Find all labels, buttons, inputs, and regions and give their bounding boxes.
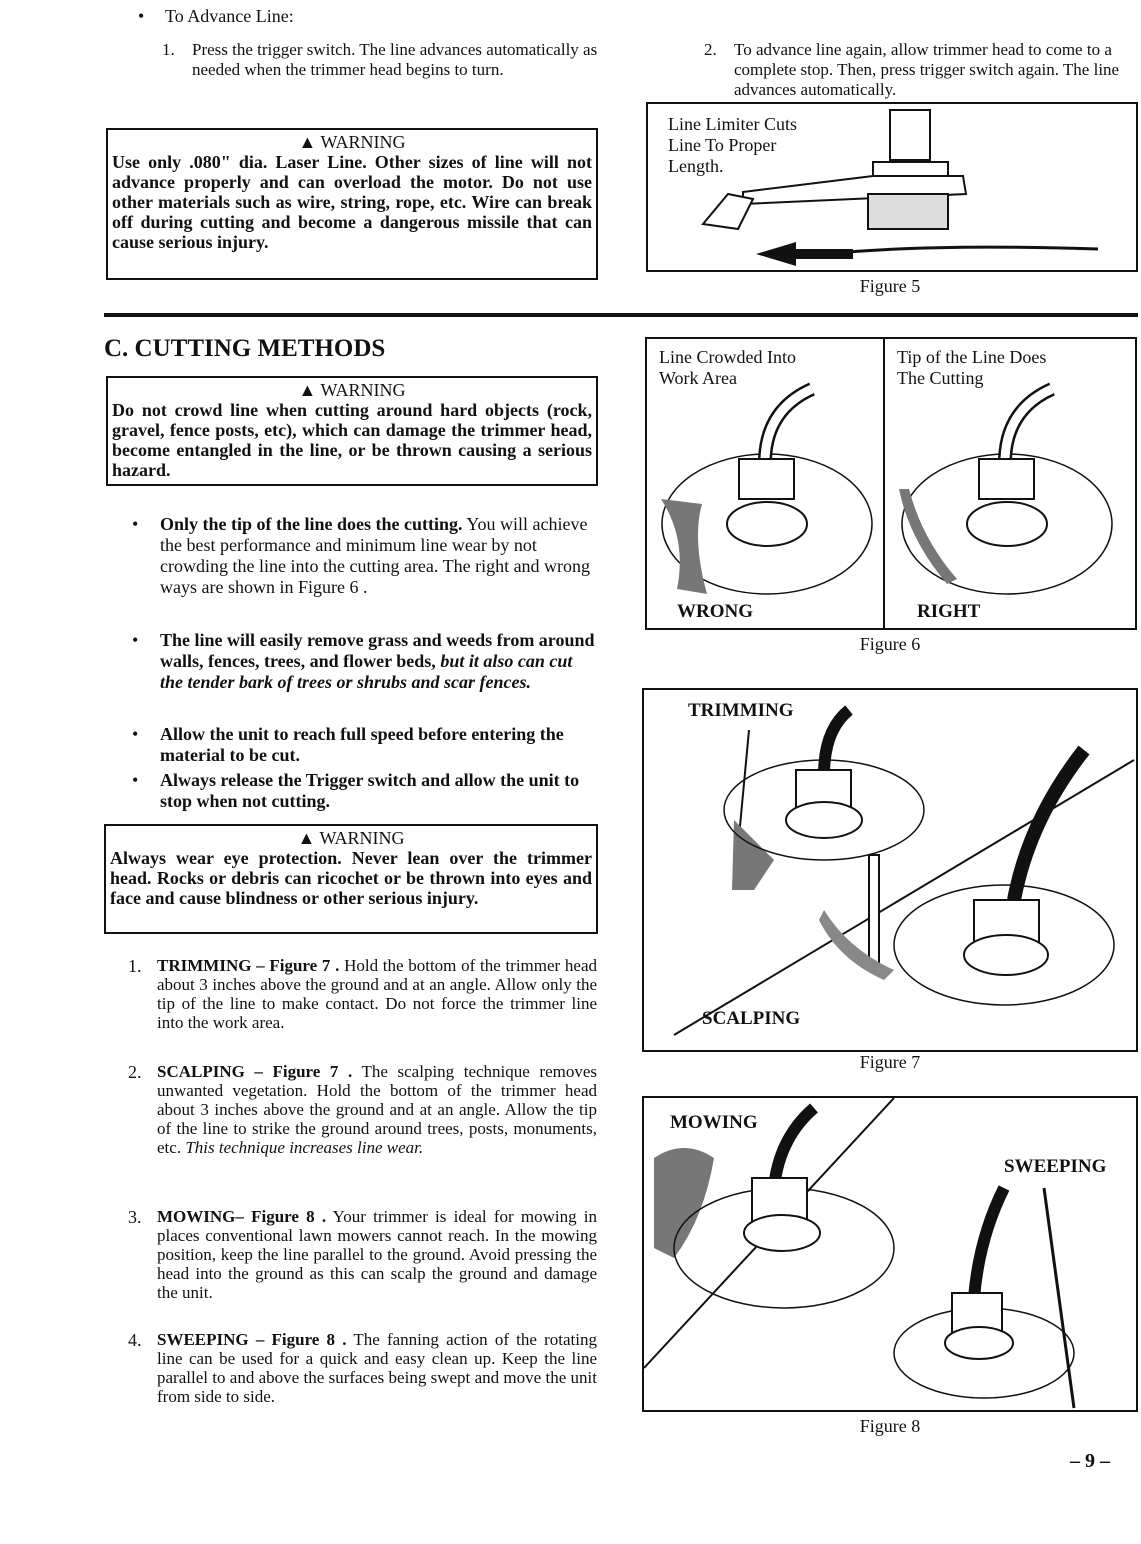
method-bold: MOWING– Figure 8 .: [157, 1207, 327, 1226]
figure-8-illustration: [644, 1098, 1140, 1414]
advance-step1-text: Press the trigger switch. The line advances automatically as needed when the trimmer head begins to turn.: [192, 40, 598, 79]
figure-7-caption: Figure 7: [859, 1052, 921, 1072]
method-italic: This technique increases line wear.: [181, 1138, 424, 1157]
warning-box-line: [106, 128, 598, 280]
advance-step2-text: To advance line again, allow trimmer head to come to a complete stop. Then, press trigger switch again. The line advances automatically.: [734, 40, 1120, 99]
figure-7-trimming: TRIMMING: [688, 700, 794, 721]
bullet-tip-cutting: [160, 514, 598, 598]
trimmer-head-illustration: [648, 104, 1140, 274]
method-bold: SWEEPING – Figure 8 .: [157, 1330, 347, 1349]
advance-bullet: •: [138, 6, 145, 26]
advance-step2-num: 2.: [704, 40, 717, 59]
figure-6: [645, 337, 1137, 630]
bullet-release-trigger: Always release the Trigger switch and allow the unit to stop when not cutting.: [160, 770, 580, 811]
figure-8-mowing: MOWING: [670, 1112, 758, 1133]
method-scalping: [157, 1062, 597, 1157]
bullet-italic: but it also can cut the tender bark of trees or shrubs and scar fences.: [160, 651, 573, 692]
figure-8: [642, 1096, 1138, 1412]
page-number: – 9 –: [1070, 1450, 1110, 1472]
warning-text: Use only .080" dia. Laser Line. Other sizes of line will not advance properly and can overload the motor. Do not use other materials such as wire, string, rope, etc. Wire can break off during cutting and become a dangerous missile that can cause serious injury.: [112, 152, 592, 252]
figure-6-illustration: [647, 339, 1139, 632]
figure-8-caption: Figure 8: [859, 1416, 921, 1436]
method-rest: Your trimmer is ideal for mowing in places conventional lawn mowers cannot reach. In the mowing position, keep the line parallel to the ground. Avoid pressing the head into the ground as this can scalp the ground and damage the unit.: [157, 1207, 598, 1302]
warning-title: ▲ WARNING: [297, 828, 405, 848]
method-number: 3.: [128, 1207, 142, 1227]
method-trimming: [157, 956, 597, 1032]
warning-text: Do not crowd line when cutting around hard objects (rock, gravel, fence posts, etc), which can damage the trimmer head, become entangled in the line, or be thrown causing a serious hazard.: [112, 400, 592, 480]
bullet-marker: •: [132, 514, 139, 534]
bullet-marker: •: [132, 630, 139, 650]
method-rest: Hold the bottom of the trimmer head about 3 inches above the ground and at an angle. Allow only the tip of the line to make contact. Do not force the trimmer line into the work area.: [157, 956, 597, 1032]
bullet-remove-grass: [160, 630, 598, 693]
figure-7-illustration: [644, 690, 1140, 1054]
figure-5-caption: Figure 5: [859, 276, 921, 296]
method-rest: The fanning action of the rotating line can be used for a quick and easy clean up. Keep the line parallel to and above the surfaces being swept and move the unit from side to side.: [157, 1330, 597, 1406]
figure-5-label: Line Limiter Cuts Line To Proper Length.: [668, 114, 797, 176]
advance-step1-num: 1.: [162, 40, 175, 59]
bullet-full-speed: Allow the unit to reach full speed before entering the material to be cut.: [160, 724, 564, 765]
method-mowing: [157, 1207, 597, 1302]
figure-7: [642, 688, 1138, 1052]
bullet-rest: You will achieve the best performance and minimum line wear by not crowding the line into the cutting area. The right and wrong ways are shown in Figure 6 .: [160, 514, 591, 597]
method-number: 1.: [128, 956, 142, 976]
figure-8-sweeping: SWEEPING: [1004, 1156, 1107, 1177]
warning-box-crowd: [106, 376, 598, 486]
figure-6-left-label: Line Crowded Into Work Area: [659, 347, 796, 388]
advance-heading: To Advance Line:: [165, 6, 294, 26]
bullet-bold: Only the tip of the line does the cutting.: [160, 514, 463, 534]
method-number: 4.: [128, 1330, 142, 1350]
warning-title: ▲ WARNING: [298, 132, 406, 152]
section-divider: [104, 313, 1138, 317]
method-sweeping: [157, 1330, 597, 1406]
bullet-marker: •: [132, 724, 139, 744]
figure-6-right-label: Tip of the Line Does The Cutting: [897, 347, 1047, 388]
section-title: C. CUTTING METHODS: [104, 335, 386, 362]
figure-5: [646, 102, 1138, 272]
figure-6-wrong: WRONG: [677, 601, 753, 622]
warning-title: ▲ WARNING: [298, 380, 406, 400]
figure-7-scalping: SCALPING: [702, 1008, 801, 1029]
figure-6-caption: Figure 6: [859, 634, 921, 654]
method-number: 2.: [128, 1062, 142, 1082]
method-bold: SCALPING – Figure 7 .: [157, 1062, 353, 1081]
bullet-marker: •: [132, 770, 139, 790]
warning-text: Always wear eye protection. Never lean over the trimmer head. Rocks or debris can ricochet or be thrown into eyes and face and cause blindness or other serious injury.: [110, 848, 592, 908]
bullet-bold: The line will easily remove grass and weeds from around walls, fences, trees, and flower beds,: [160, 630, 595, 671]
method-bold: TRIMMING – Figure 7 .: [157, 956, 340, 975]
figure-6-right: RIGHT: [917, 601, 981, 622]
method-rest: The scalping technique removes unwanted vegetation. Hold the bottom of the trimmer head about 3 inches above the ground and at an angle. Allow the tip of the line to strike the ground around trees, posts, monuments, etc.: [157, 1062, 597, 1157]
warning-box-eye: [104, 824, 598, 934]
